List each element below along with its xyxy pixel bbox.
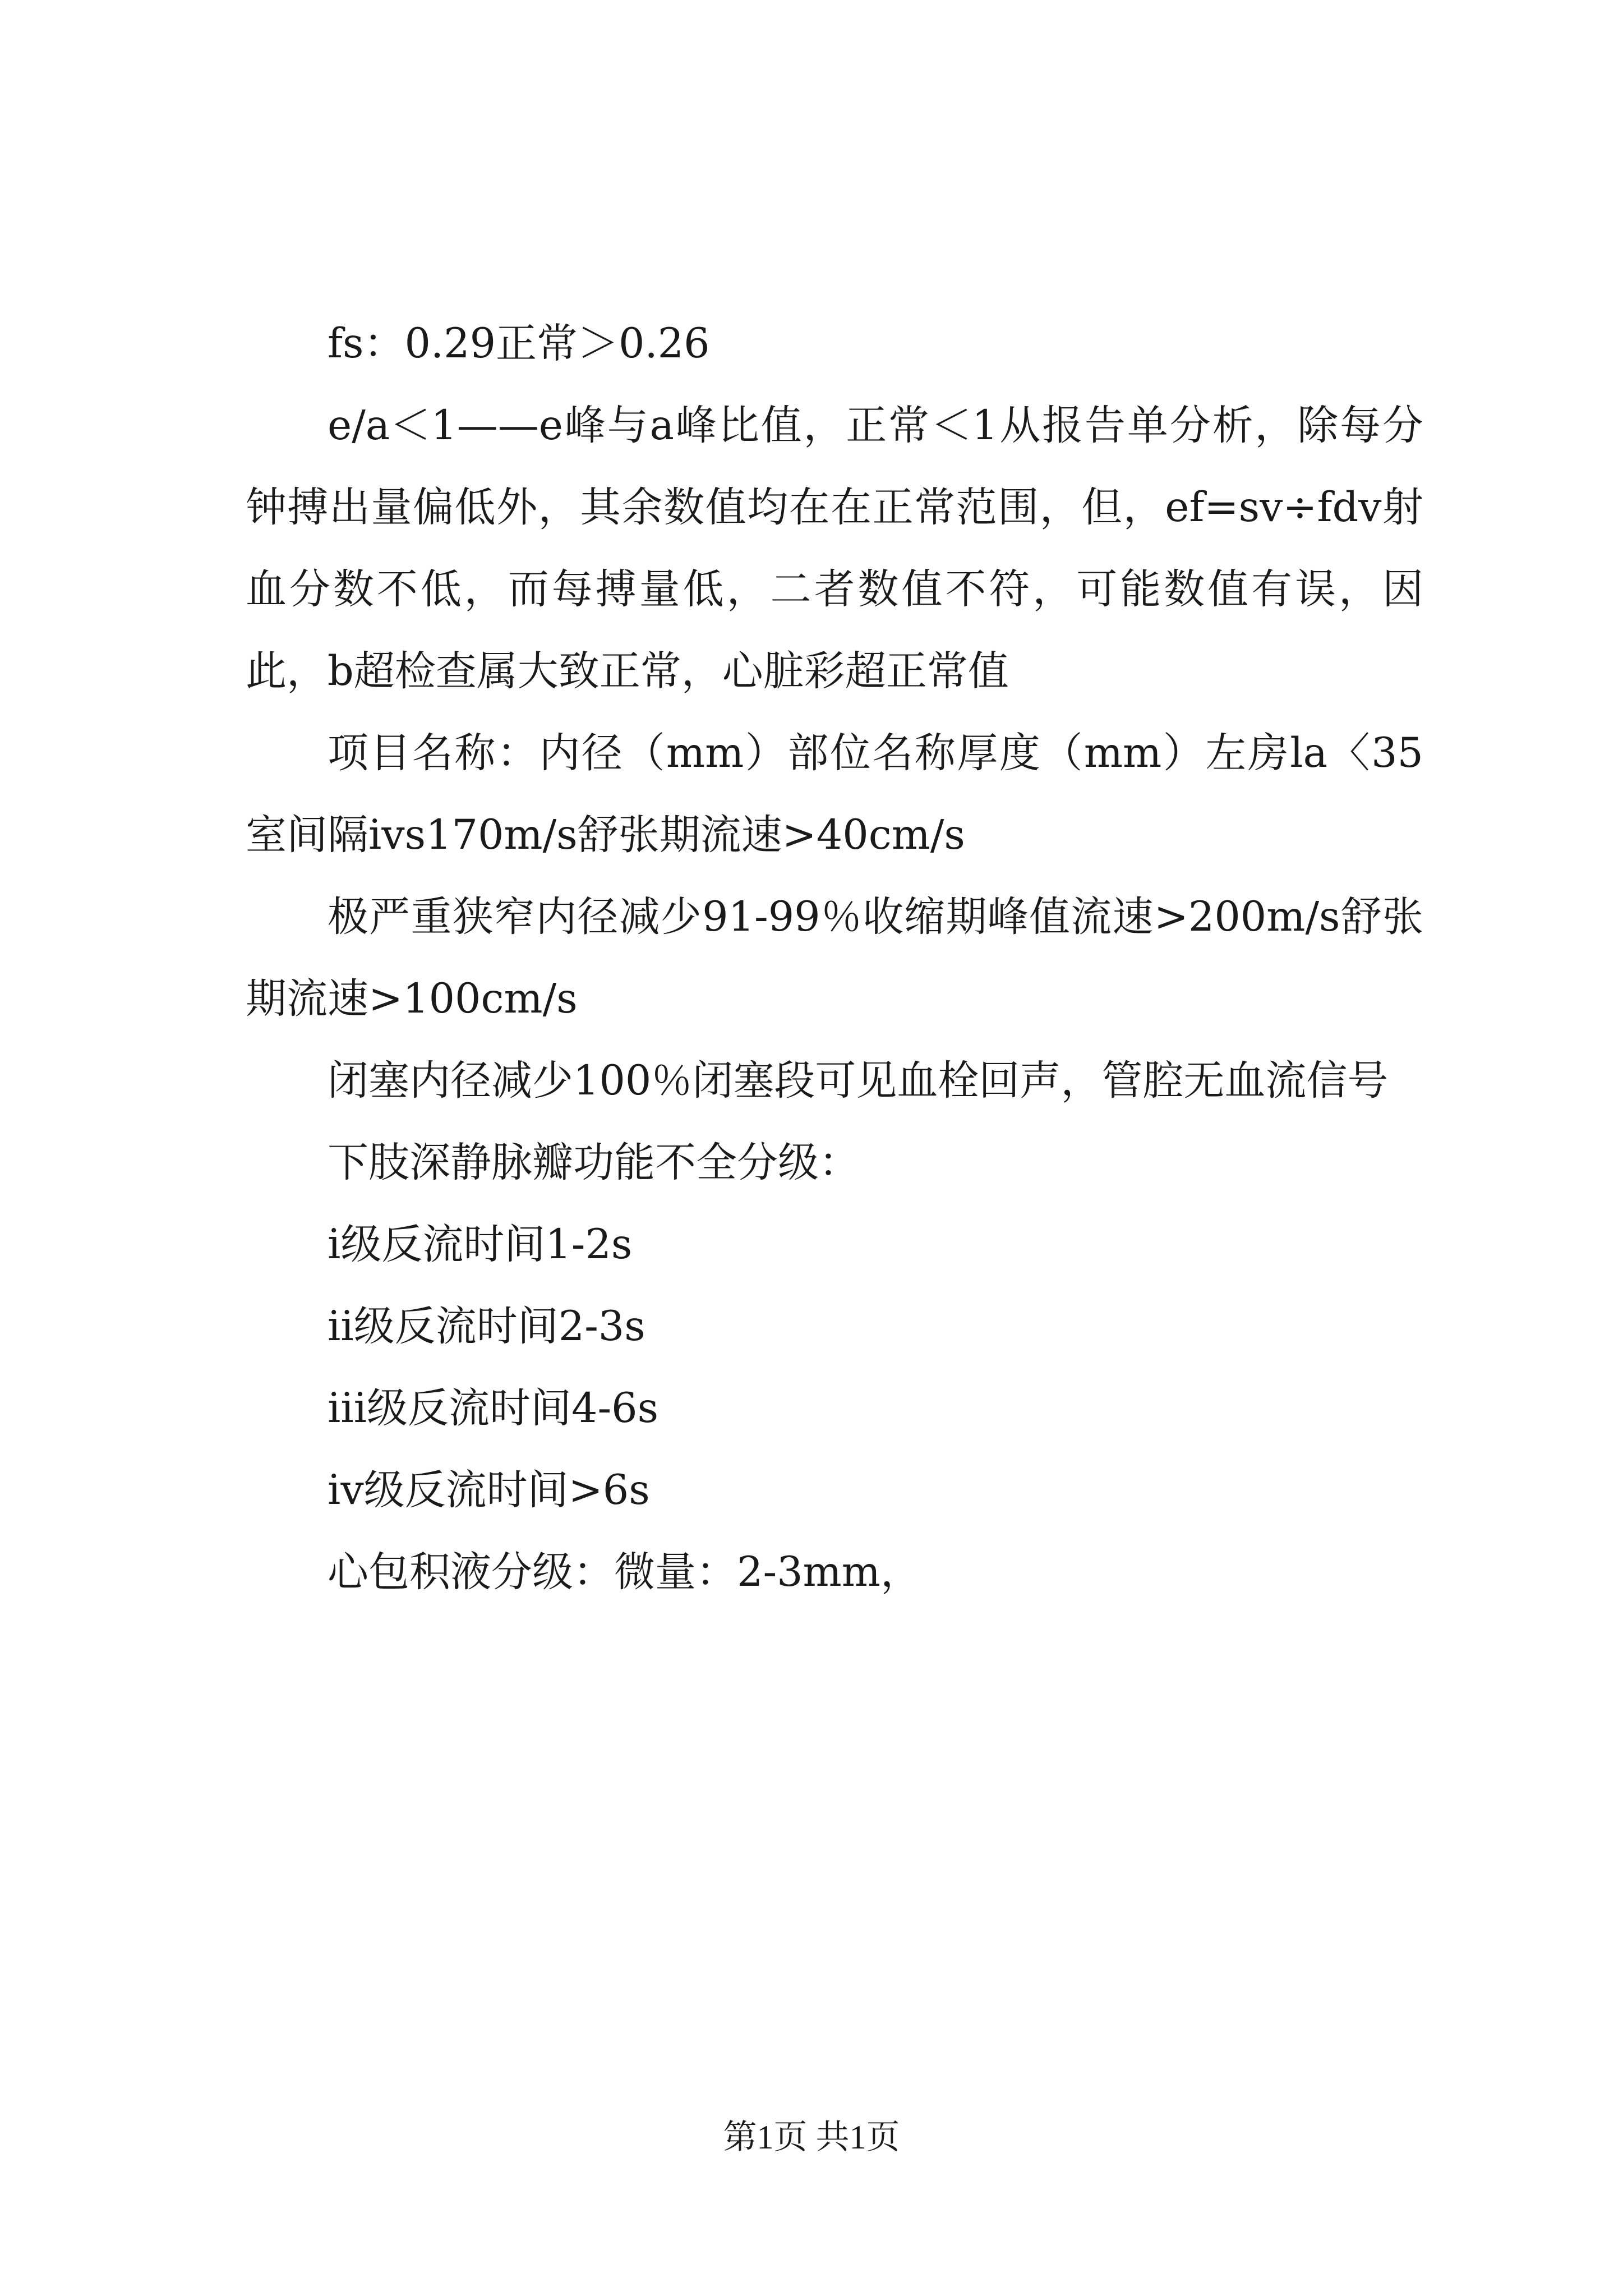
paragraph-venous-grading-title: 下肢深静脉瓣功能不全分级： [328,1139,860,1186]
paragraph-occlusion: 闭塞内径减少100％闭塞段可见血栓回声，管腔无血流信号 [328,1057,1389,1105]
paragraph-item-names: 项目名称：内径（mm）部位名称厚度（mm）左房la〈35室间隔ivs170m/s舒张期流速>40cm/s [246,729,1423,859]
document-body [246,303,1423,1613]
page-footer: 第1页 共1页 [723,2119,900,2156]
paragraph-grade-iv: iv级反流时间>6s [328,1466,650,1514]
paragraph-pericardial-effusion: 心包积液分级：微量：2-3mm， [328,1548,921,1596]
paragraph-grade-iii: iii级反流时间4-6s [328,1384,659,1432]
paragraph-ea-analysis: e/a＜1——e峰与a峰比值，正常＜1从报告单分析，除每分钟搏出量偏低外，其余数值均在在正常范围，但，ef=sv÷fdv射血分数不低，而每搏量低，二者数值不符，可能数值有误，因此，b超检查属大致正常，心脏彩超正常值 [246,402,1423,695]
paragraph-grade-i: i级反流时间1-2s [328,1221,633,1268]
paragraph-grade-ii: ii级反流时间2-3s [328,1303,645,1350]
paragraph-severe-stenosis: 极严重狭窄内径减少91-99％收缩期峰值流速>200m/s舒张期流速>100cm/s [246,893,1423,1023]
paragraph-fs: fs：0.29正常＞0.26 [328,320,710,367]
